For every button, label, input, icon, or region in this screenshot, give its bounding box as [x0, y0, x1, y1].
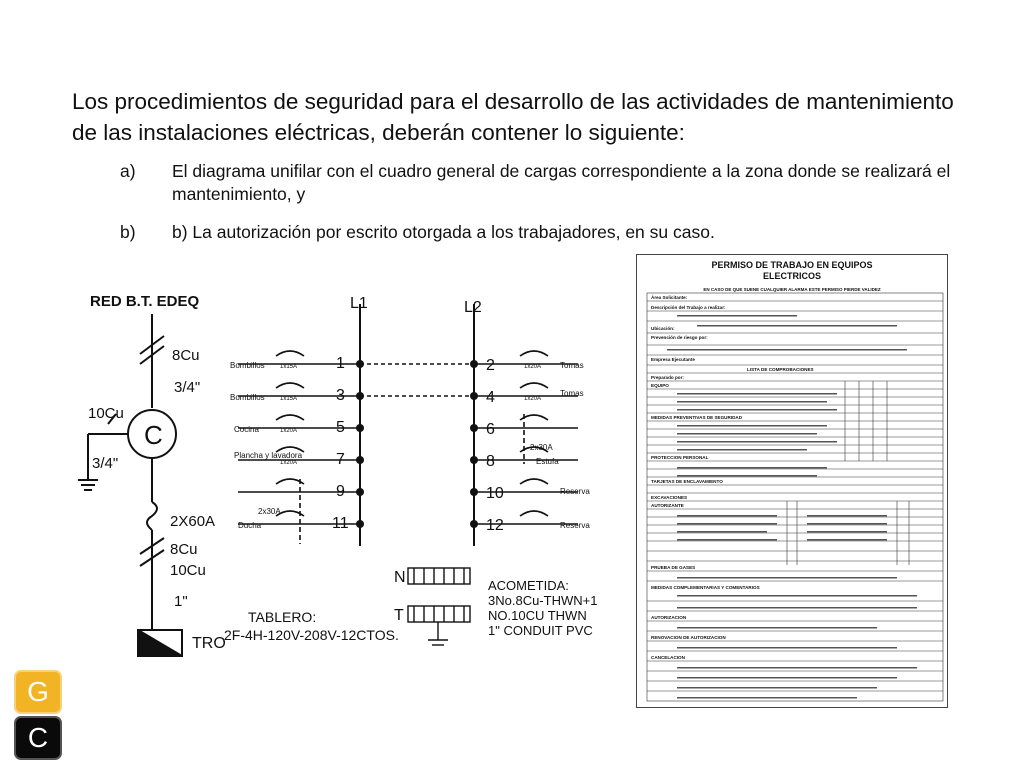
permit-row: Ubicación:	[651, 326, 675, 331]
left-load: Bombillos	[230, 393, 265, 402]
permit-row: CANCELACION	[651, 655, 685, 660]
circuit-number: 5	[336, 419, 345, 436]
permit-row: Descripción del Trabajo a realizar:	[651, 305, 726, 310]
left-load: Ducha	[238, 521, 262, 530]
list-item-b	[120, 221, 980, 244]
circuit-number: 7	[336, 451, 345, 468]
circuit-number: 9	[336, 483, 345, 500]
tro-label: TRO	[192, 635, 226, 652]
permit-subtitle: EN CASO DE QUE SUENE CUALQUIER ALARMA ESTE PERMISO PIERDE VALIDEZ	[703, 287, 881, 292]
panel-title: TABLERO:	[248, 609, 317, 625]
permit-title: PERMISO DE TRABAJO EN EQUIPOS	[711, 260, 873, 270]
left-breaker: 1x20A	[280, 460, 298, 466]
list-marker: a)	[120, 161, 136, 181]
right-load: Estufa	[536, 457, 559, 466]
cu8-label: 8Cu	[172, 347, 200, 364]
list-text: b) La autorización por escrito otorgada a los trabajadores, en su caso.	[172, 222, 715, 242]
left-load: Plancha y lavadora	[234, 451, 303, 460]
list-text: El diagrama unifilar con el cuadro general de cargas correspondiente a la zona donde se realizará el mantenimiento, y	[172, 161, 951, 204]
permit-row: PRUEBA DE GASES	[651, 565, 696, 570]
permit-row: AUTORIZANTE	[651, 503, 684, 508]
permit-title-2: ELECTRICOS	[762, 271, 822, 281]
circuit-number: 2	[486, 357, 495, 374]
left-breaker: 1x20A	[280, 428, 298, 434]
meter-label: C	[144, 420, 163, 450]
supply-label: RED B.T. EDEQ	[90, 293, 200, 310]
circuit-number: 11	[332, 515, 349, 532]
circuit-number: 10	[486, 485, 504, 502]
permit-row: Área Solicitante:	[651, 295, 688, 300]
permit-row: EQUIPO	[651, 383, 669, 388]
l2-label: L2	[464, 299, 482, 316]
right-breaker: 1x20A	[524, 396, 542, 402]
right-breaker: 2x30A	[530, 443, 553, 452]
cu8b-label: 8Cu	[170, 541, 198, 558]
acometida-line: ACOMETIDA:	[488, 578, 569, 593]
permit-row: PROTECCION PERSONAL	[651, 455, 709, 460]
circuit-number: 12	[486, 517, 504, 534]
right-load: Tomas	[560, 361, 584, 370]
permit-row: EXCAVACIONES	[651, 495, 688, 500]
size34b-label: 3/4"	[92, 455, 119, 472]
list-marker: b)	[120, 222, 136, 242]
permit-row: MEDIDAS PREVENTIVAS DE SEGURIDAD	[651, 415, 743, 420]
circuit-number: 1	[336, 355, 345, 372]
l1-label: L1	[350, 295, 368, 312]
acometida-line: 1" CONDUIT PVC	[488, 623, 593, 638]
left-load: Bombillos	[230, 361, 265, 370]
right-load: Reserva	[560, 521, 590, 530]
list-item-a	[120, 160, 980, 206]
ground-label: T	[394, 607, 404, 624]
permit-row: TARJETAS DE ENCLAVAMIENTO	[651, 479, 723, 484]
left-load: Cocina	[234, 425, 259, 434]
left-breaker: 1x15A	[280, 364, 298, 370]
right-load: Tomas	[560, 389, 584, 398]
permit-row: LISTA DE COMPROBACIONES	[747, 367, 814, 372]
c-badge-button[interactable]: C	[14, 716, 62, 760]
permit-row: AUTORIZACION	[651, 615, 687, 620]
permit-row: Empresa Ejecutante	[651, 357, 695, 362]
circuit-number: 4	[486, 389, 495, 406]
size34-label: 3/4"	[174, 379, 201, 396]
circuit-number: 8	[486, 453, 495, 470]
acometida-line: 3No.8Cu-THWN+1	[488, 593, 598, 608]
acometida-line: NO.10CU THWN	[488, 608, 587, 623]
panel-spec: 2F-4H-120V-208V-12CTOS.	[224, 627, 399, 643]
permit-row: RENOVACION DE AUTORIZACION	[651, 635, 726, 640]
permit-row: MEDIDAS COMPLEMENTARIAS Y COMENTARIOS	[651, 585, 760, 590]
right-load: Reserva	[560, 487, 590, 496]
single-line-diagram	[68, 284, 608, 662]
circuit-number: 3	[336, 387, 345, 404]
permit-row: Preparado por:	[651, 375, 684, 380]
g-badge-button[interactable]: G	[14, 670, 62, 714]
size1-label: 1"	[174, 593, 188, 610]
breaker-label: 2X60A	[170, 513, 216, 530]
neutral-label: N	[394, 569, 406, 586]
right-breaker: 1x20A	[524, 364, 542, 370]
cu10-label: 10Cu	[88, 405, 124, 422]
permit-row: Prevención de riesgo por:	[651, 335, 708, 340]
permit-form-scan	[637, 255, 947, 707]
circuit-number: 6	[486, 421, 495, 438]
intro-paragraph: Los procedimientos de seguridad para el desarrollo de las actividades de mantenimiento de las instalaciones eléctricas, deberán contener lo siguiente:	[72, 89, 954, 145]
cu10b-label: 10Cu	[170, 562, 206, 579]
work-permit-form	[636, 254, 948, 708]
left-breaker: 1x15A	[280, 396, 298, 402]
left-load: 2x30A	[258, 507, 281, 516]
